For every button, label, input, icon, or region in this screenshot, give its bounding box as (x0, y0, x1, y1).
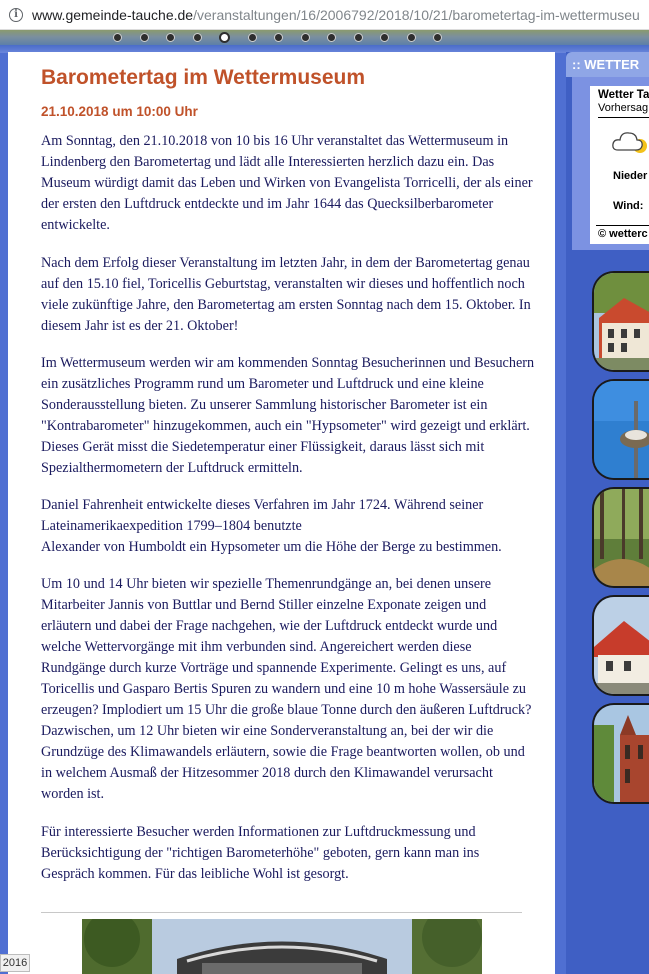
divider (41, 912, 522, 913)
slider-dot[interactable] (327, 33, 336, 42)
slider-dot[interactable] (380, 33, 389, 42)
paragraph-info: Für interessierte Besucher werden Informationen zur Luftdruckmessung und Berücksichtigung der "richtigen Barometerhöhe" geboten, gern kann man ins Gespräch kommen. Für das leibliche Wohl ist gesorgt. (41, 824, 480, 882)
weather-header[interactable]: :: WETTER (566, 52, 649, 77)
slider-dots (113, 33, 460, 43)
weather-copyright[interactable]: © wetterc (598, 228, 648, 240)
weather-widget-title: Wetter Ta (598, 89, 649, 101)
paragraph-intro: Am Sonntag, den 21.10.2018 von 10 bis 16 Uhr veranstaltet das Wettermuseum in Lindenberg den Barometertag und lädt alle Interessierten herzlich dazu ein. Das Museum würdigt damit das Leben und Wirken von Evangelista Torricelli, der als einer der ersten den Luftdruck entdeckte und im Jahr 1644 das Quecksilberbarometer entwickelte. (41, 133, 533, 233)
info-icon[interactable]: i (9, 8, 23, 22)
slider-dot[interactable] (140, 33, 149, 42)
url-text[interactable] (32, 7, 640, 23)
paragraph-program: Im Wettermuseum werden wir am kommenden Sonntag Besucherinnen und Besuchern ein zusätzliches Programm rund um Barometer und Luftdruck und eine kleine Sonderausstellung bieten. Zu unserer Sammlung historischer Barometer ist ein "Kontrabarometer" hinzugekommen, auch ein "Hypsometer" wird gezeigt und erklärt. Dieses Gerät misst die Siedetemperatur einer Flüssigkeit, daraus lässt sich mit Spezialthermometern der Luftdruck ermitteln. (41, 355, 535, 476)
paragraph-tours: Um 10 und 14 Uhr bieten wir spezielle Themenrundgänge an, bei denen unsere Mitarbeiter Jannis von Buttlar und Bernd Stiller einzelne Exponate zeigen und erläutern und dabei der Frage nachgehen, wie der Luftdruck entdeckt wurde und welche Wettervorgänge mit ihm verbunden sind. Angereichert werden diese Rundgänge durch kurze Vorträge und spannende Experimente. Gelingt es uns, auf Toricellis und Gasparo Bertis Spuren zu wandern und eine 10 m hohe Wassersäule zu erzeugen? Implodiert um 15 Uhr die große blaue Tonne durch den äußeren Luftdruck? Dazwischen, um 12 Uhr bieten wir eine Sonderveranstaltung an, bei der wir die Grundzüge des Klimawandels erläutern, sowie die Frage beantworten wollen, ob und in welchem Ausmaß der Hitzesommer 2018 durch den Klimawandel verursacht worden ist. (41, 576, 532, 802)
slider-dot[interactable] (354, 33, 363, 42)
slider-dot[interactable] (113, 33, 122, 42)
weather-divider (598, 117, 649, 118)
sidebar-photo-church[interactable] (592, 703, 649, 804)
slider-dot[interactable] (248, 33, 257, 42)
address-bar[interactable] (0, 0, 649, 30)
article-title: Barometertag im Wettermuseum (41, 66, 366, 89)
year-badge: 2016 (0, 954, 30, 972)
header-image-strip (0, 30, 649, 45)
slider-dot[interactable] (433, 33, 442, 42)
paragraph-fahrenheit-line1: Daniel Fahrenheit entwickelte dieses Verfahren im Jahr 1724. Während seiner Lateinamerikaexpedition 1799–1804 benutzte (41, 497, 484, 534)
url-host: www.gemeinde-tauche.de (32, 6, 194, 23)
article-panel (8, 52, 555, 974)
paragraph-fahrenheit-line2: Alexander von Humboldt ein Hypsometer um die Höhe der Berge zu bestimmen. (41, 539, 502, 555)
slider-dot[interactable] (407, 33, 416, 42)
wind-label: Wind: (613, 200, 644, 212)
url-path: /veranstaltungen/16/2006792/2018/10/21/barometertag-im-wettermuseu (193, 6, 640, 23)
museum-photo (82, 919, 482, 974)
slider-dot[interactable] (301, 33, 310, 42)
slider-dot[interactable] (166, 33, 175, 42)
partly-cloudy-icon (610, 124, 649, 163)
slider-dot[interactable] (274, 33, 283, 42)
precipitation-label: Nieder (613, 170, 648, 182)
slider-dot[interactable] (219, 32, 230, 43)
slider-dot[interactable] (193, 33, 202, 42)
sidebar-photo-house[interactable] (592, 595, 649, 696)
weather-widget[interactable] (590, 86, 649, 244)
sidebar-photo-nest[interactable] (592, 379, 649, 480)
sidebar-photo-forest[interactable] (592, 487, 649, 588)
weather-widget-subtitle: Vorhersag (598, 102, 649, 114)
event-date: 21.10.2018 um 10:00 Uhr (41, 104, 198, 119)
paragraph-fahrenheit (41, 495, 536, 558)
sidebar-photo-building[interactable] (592, 271, 649, 372)
paragraph-anniversary: Nach dem Erfolg dieser Veranstaltung im letzten Jahr, in dem der Barometertag genau auf den 15.10 fiel, Toricellis Geburtstag, veranstalten wir dieses und hoffentlich noch viele zukünftige Jahre, den Barometertag am ersten Sonntag nach dem 15. Oktober. In diesem Jahr ist es der 21. Oktober! (41, 255, 531, 334)
weather-footer-divider (596, 225, 649, 226)
